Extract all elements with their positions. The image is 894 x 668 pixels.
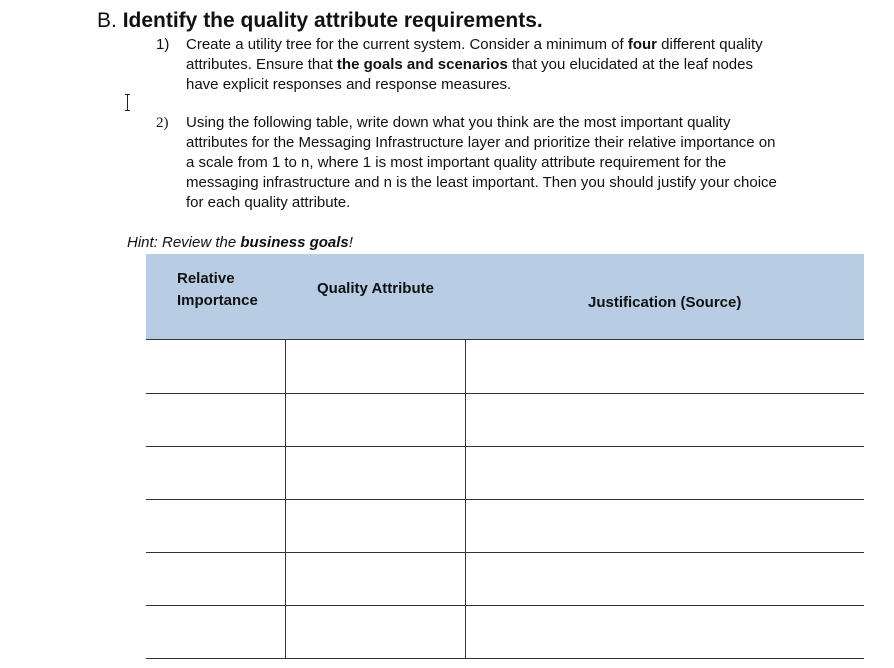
cell-justification[interactable]: [466, 340, 864, 393]
table-row: [146, 340, 864, 394]
cell-justification[interactable]: [466, 552, 864, 605]
cell-quality-attribute[interactable]: [286, 446, 466, 499]
cell-quality-attribute[interactable]: [286, 340, 466, 393]
cell-importance[interactable]: [146, 605, 286, 658]
cell-justification[interactable]: [466, 499, 864, 552]
text-cursor-icon: [127, 94, 128, 111]
cell-quality-attribute[interactable]: [286, 552, 466, 605]
cell-justification[interactable]: [466, 446, 864, 499]
list-number-2: 2): [156, 115, 169, 131]
cell-quality-attribute[interactable]: [286, 393, 466, 446]
item2-line-3: a scale from 1 to n, where 1 is most important quality attribute requirement for the: [186, 154, 727, 171]
item2-line-1: Using the following table, write down what you think are the most important quality: [186, 114, 731, 131]
header-quality-attribute: Quality Attribute: [317, 280, 434, 297]
cell-quality-attribute[interactable]: [286, 605, 466, 658]
table-row: [146, 499, 864, 553]
cell-importance[interactable]: [146, 552, 286, 605]
header-justification: Justification (Source): [588, 294, 742, 311]
item1-line-1: Create a utility tree for the current system. Consider a minimum of four different quality: [186, 36, 763, 53]
list-item-1: [156, 35, 876, 95]
table-row: [146, 605, 864, 659]
cell-justification[interactable]: [466, 393, 864, 446]
item2-line-4: messaging infrastructure and n is the least important. Then you should justify your choice: [186, 174, 777, 191]
section-title: Identify the quality attribute requirements.: [122, 9, 543, 32]
quality-attribute-table: [146, 254, 864, 659]
cell-justification[interactable]: [466, 605, 864, 658]
item2-line-5: for each quality attribute.: [186, 194, 351, 211]
section-heading: [97, 7, 543, 35]
header-relative-importance: Relative Importance: [177, 270, 258, 309]
item1-line-3: have explicit responses and response measures.: [186, 76, 512, 93]
cell-importance[interactable]: [146, 446, 286, 499]
list-item-2: [156, 113, 876, 213]
table-row: [146, 446, 864, 500]
cell-importance[interactable]: [146, 499, 286, 552]
table-header: [146, 254, 864, 340]
cell-quality-attribute[interactable]: [286, 499, 466, 552]
item1-line-2: attributes. Ensure that the goals and scenarios that you elucidated at the leaf nodes: [186, 56, 753, 73]
hint-text: Hint: Review the business goals!: [127, 234, 353, 251]
table-row: [146, 393, 864, 447]
cell-importance[interactable]: [146, 340, 286, 393]
list-number-1: 1): [156, 36, 170, 53]
section-letter: B.: [97, 9, 117, 32]
table-row: [146, 552, 864, 606]
cell-importance[interactable]: [146, 393, 286, 446]
item2-line-2: attributes for the Messaging Infrastructure layer and prioritize their relative importance on: [186, 134, 776, 151]
